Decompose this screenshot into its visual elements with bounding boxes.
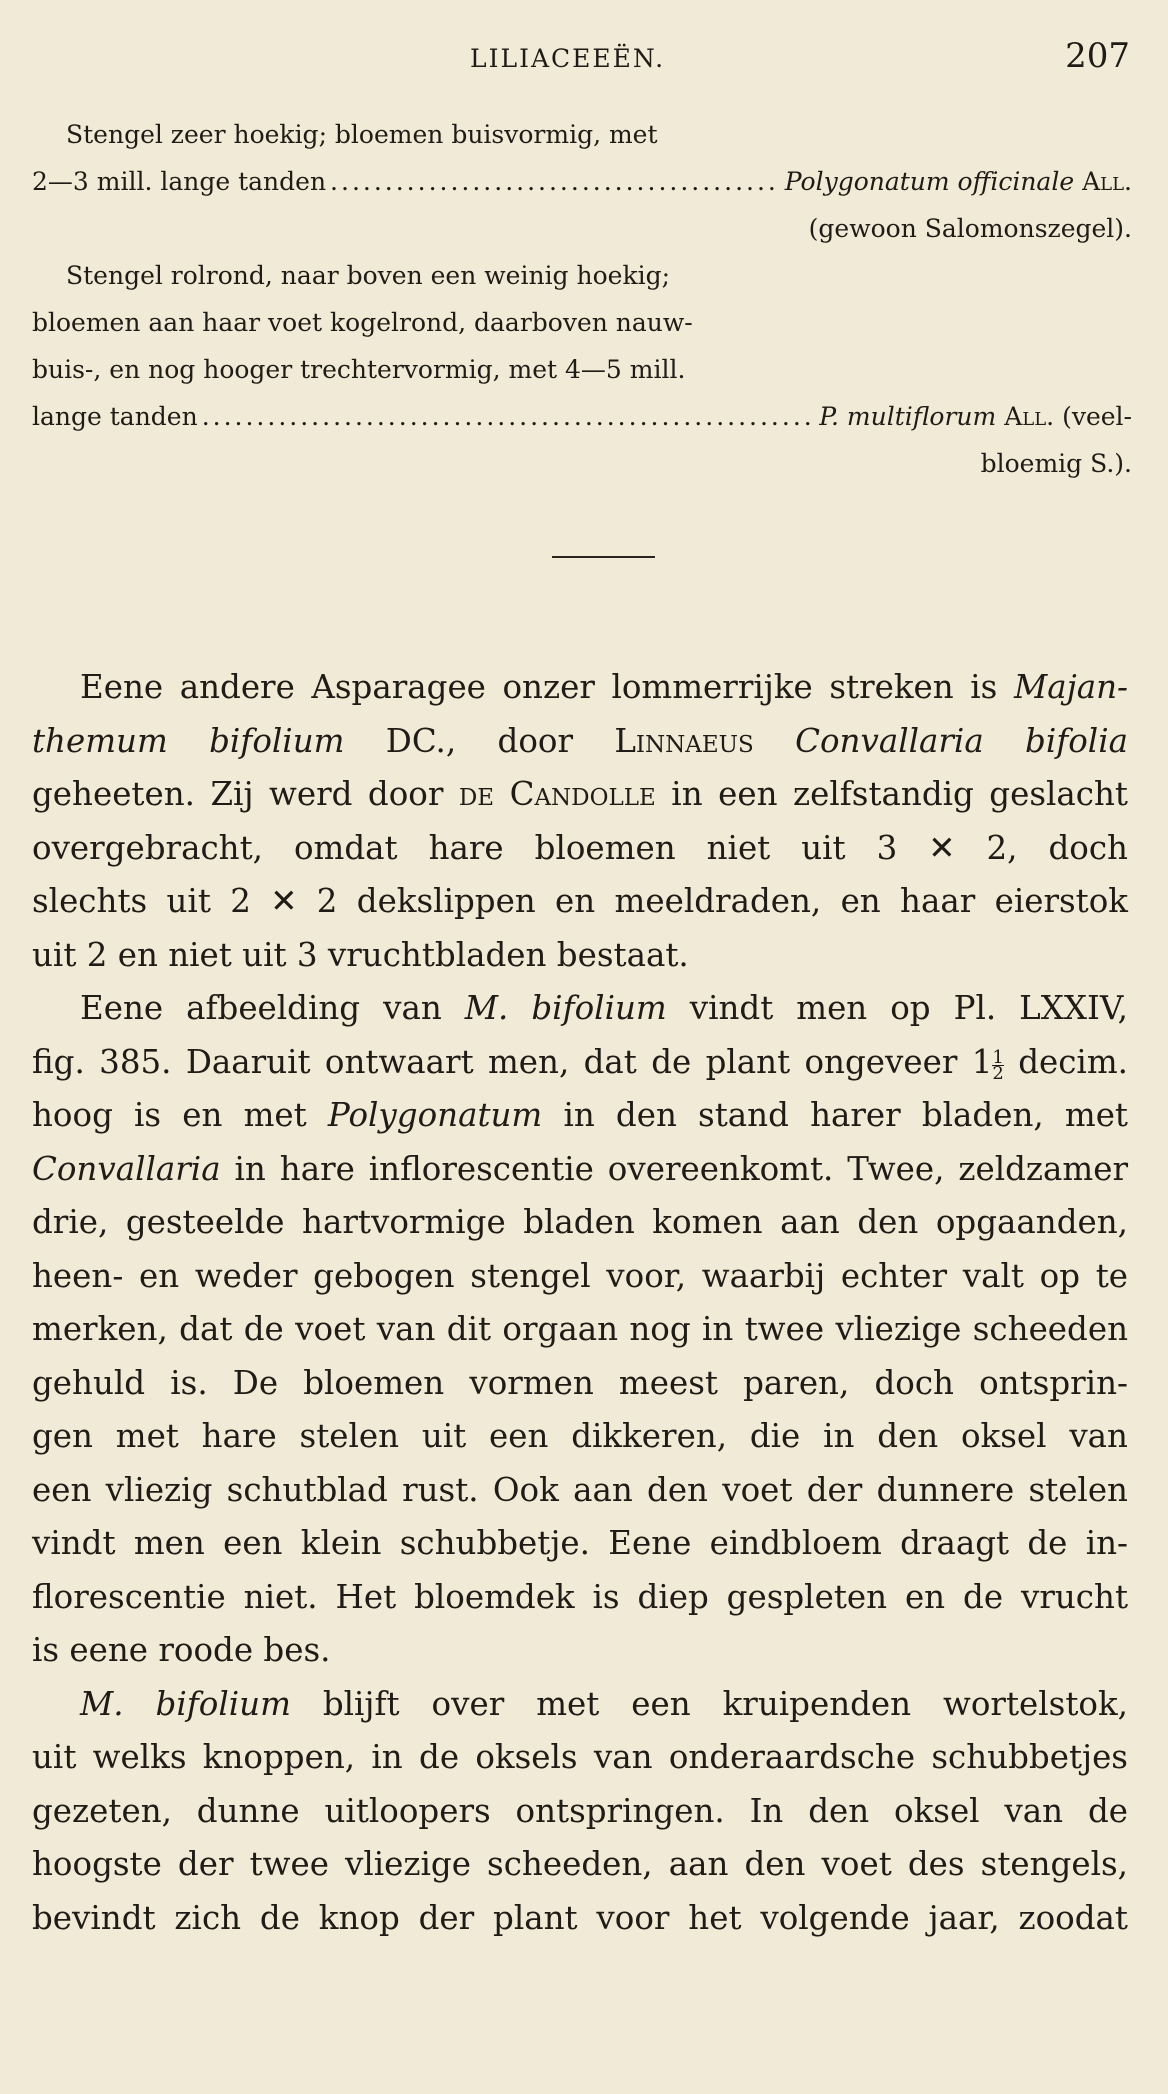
text-line: heen- en weder gebogen stengel voor, waarbij echter valt op te <box>32 1256 1128 1295</box>
text-line: Eene andere Asparagee onzer lommerrijke streken is Majan- <box>80 668 1128 706</box>
text-line: gezeten, dunne uitloopers ontspringen. In den oksel van de <box>32 1791 1128 1830</box>
key-line: Stengel zeer hoekig; bloemen buisvormig, met <box>66 120 658 149</box>
section-divider <box>552 556 655 558</box>
text-line: gen met hare stelen uit een dikkeren, die in den oksel van <box>32 1417 1128 1455</box>
author-abbrev: All. <box>1004 402 1055 431</box>
key-line: bloemig S.). <box>980 449 1132 478</box>
key-line: lange tanden ..... P. multiflorum All. (veel- <box>32 402 1132 449</box>
text-line: hoog is en met Polygonatum in den stand harer bladen, met <box>32 1096 1128 1134</box>
text-line: bevindt zich de knop der plant voor het volgende jaar, zoodat <box>32 1898 1128 1937</box>
text-line: drie, gesteelde hartvormige bladen komen aan den opgaanden, <box>32 1203 1128 1241</box>
identification-key <box>32 120 1132 496</box>
text-line: slechts uit 2 ✕ 2 dekslippen en meeldraden, en haar eierstok <box>32 882 1128 920</box>
text-line: vindt men een klein schubbetje. Eene eindbloem draagt de in- <box>32 1524 1128 1562</box>
key-line: Stengel rolrond, naar boven een weinig hoekig; <box>66 261 671 290</box>
text-line: overgebracht, omdat hare bloemen niet uit 3 ✕ 2, doch <box>32 828 1128 867</box>
key-line: 2—3 mill. lange tanden ..... Polygonatum officinale All. <box>32 167 1132 214</box>
page-number: 207 <box>1065 36 1130 76</box>
running-header-title: LILIACEEËN. <box>470 44 666 73</box>
text-line: is eene roode bes. <box>32 1631 331 1669</box>
key-line: (gewoon Salomonszegel). <box>808 214 1132 243</box>
text-line: hoogste der twee vliezige scheeden, aan den voet des stengels, <box>32 1845 1128 1883</box>
text-line: gehuld is. De bloemen vormen meest paren, doch ontsprin- <box>32 1363 1128 1402</box>
text-line: florescentie niet. Het bloemdek is diep gespleten en de vrucht <box>32 1577 1128 1616</box>
text-line: Convallaria in hare inflorescentie overeenkomt. Twee, zeldzamer <box>32 1149 1128 1188</box>
author-abbrev: All. <box>1082 167 1132 196</box>
text-line: merken, dat de voet van dit orgaan nog in twee vliezige scheeden <box>32 1310 1128 1348</box>
body-text <box>32 668 1128 1952</box>
text-line: een vliezig schutblad rust. Ook aan den voet der dunnere stelen <box>32 1470 1128 1509</box>
text-line: uit 2 en niet uit 3 vruchtbladen bestaat. <box>32 935 689 974</box>
dot-leaders <box>330 167 779 196</box>
dot-leaders <box>202 402 814 431</box>
text-line: uit welks knoppen, in de oksels van onderaardsche schubbetjes <box>32 1738 1128 1776</box>
text-line: fig. 385. Daaruit ontwaart men, dat de plant ongeveer 1 $\frac{1}{2}$ decim. <box>32 1042 1128 1084</box>
fraction: $\frac{1}{2}$ <box>992 1046 1004 1084</box>
key-line: bloemen aan haar voet kogelrond, daarboven nauw- <box>32 308 693 337</box>
text-line: Eene afbeelding van M. bifolium vindt men op Pl. LXXIV, <box>80 989 1128 1027</box>
species-name: P. multiflorum <box>819 402 997 431</box>
key-line: buis-, en nog hooger trechtervormig, met 4—5 mill. <box>32 355 686 384</box>
species-name: Polygonatum officinale <box>784 167 1075 196</box>
text-line: themum bifolium DC., door Linnaeus Convallaria bifolia <box>32 721 1128 760</box>
text-line: M. bifolium blijft over met een kruipenden wortelstok, <box>80 1684 1128 1723</box>
text-line: geheeten. Zij werd door de Candolle in een zelfstandig geslacht <box>32 775 1128 813</box>
